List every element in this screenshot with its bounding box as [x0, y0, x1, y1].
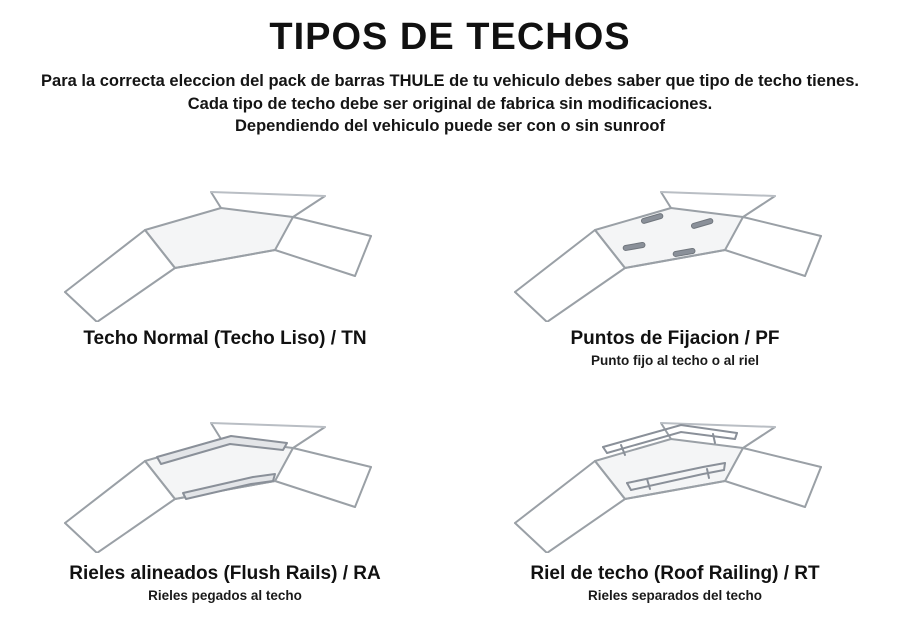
- roof-type-subcaption: Rieles separados del techo: [587, 588, 763, 603]
- intro-text: [0, 70, 900, 138]
- car-roof-fixpoints-icon: [475, 172, 875, 322]
- poster-root: [0, 18, 900, 618]
- roof-types-grid: [0, 168, 900, 618]
- roof-type-card-riel-de-techo: [450, 393, 900, 618]
- roof-type-card-rieles-alineados: [0, 393, 450, 618]
- roof-type-card-puntos-de-fijacion: [450, 168, 900, 393]
- car-roof-plain-icon: [25, 172, 425, 322]
- intro-line-2: Cada tipo de techo debe ser original de fabrica sin modificaciones.: [187, 94, 713, 113]
- roof-type-subcaption: Rieles pegados al techo: [148, 588, 302, 603]
- roof-type-caption: Rieles alineados (Flush Rails) / RA: [69, 563, 381, 584]
- roof-type-caption: Riel de techo (Roof Railing) / RT: [530, 563, 820, 584]
- intro-line-3: Dependiendo del vehiculo puede ser con o sin sunroof: [235, 117, 665, 136]
- car-roof-flush-rails-icon: [25, 403, 425, 553]
- roof-type-card-techo-normal: [0, 168, 450, 393]
- roof-type-caption: Puntos de Fijacion / PF: [570, 328, 780, 349]
- roof-type-caption: Techo Normal (Techo Liso) / TN: [83, 328, 367, 349]
- page-title: TIPOS DE TECHOS: [269, 16, 631, 58]
- car-roof-raised-railing-icon: [475, 403, 875, 553]
- roof-type-subcaption: Punto fijo al techo o al riel: [590, 353, 760, 368]
- intro-line-1: Para la correcta eleccion del pack de barras THULE de tu vehiculo debes saber que tipo de techo tienes.: [41, 71, 859, 90]
